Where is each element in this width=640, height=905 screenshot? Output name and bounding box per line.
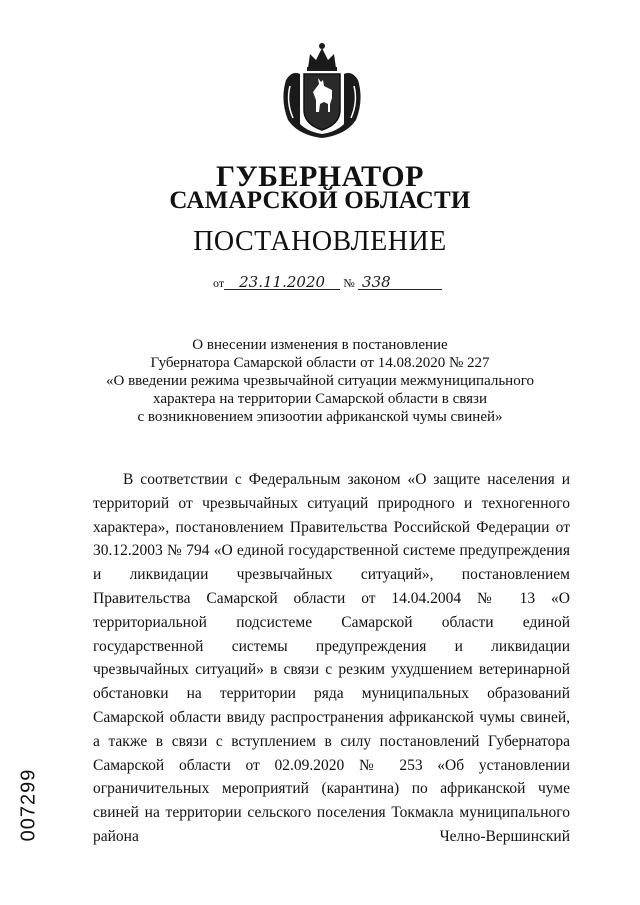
registration-stamp [2,770,56,840]
subject-line: О внесении изменения в постановление [192,337,448,353]
issuer-region: САМАРСКОЙ ОБЛАСТИ [169,187,471,214]
document-body [93,468,570,849]
subject-line: характера на территории Самарской области в связи [153,391,487,407]
document-subject [95,336,545,426]
document-number: 338 [358,275,442,290]
date-number-line [213,275,442,291]
registration-number: 007299 [17,768,40,842]
subject-line: «О введении режима чрезвычайной ситуации межмуниципального [106,373,534,389]
document-date: 23.11.2020 [224,275,340,290]
issuer-title: ГУБЕРНАТОР [216,160,424,193]
date-label: от [213,276,225,290]
coat-of-arms-icon [278,40,366,140]
number-label: № [343,276,355,290]
document-type: ПОСТАНОВЛЕНИЕ [193,226,447,257]
subject-line: с возникновением эпизоотии африканской чумы свиней» [137,409,503,425]
subject-line: Губернатора Самарской области от 14.08.2020 № 227 [150,355,490,371]
body-paragraph: В соответствии с Федеральным законом «О защите населения и территорий от чрезвычайных ситуаций природного и техногенного характера», постановлением Правительства Российской Федерации от 30.12.2003 № 794 «О единой государственной системе предупреждения и ликвидации чрезвычайных ситуаций», постановлением Правительства Самарской области от 14.04.2004 № 13 «О территориальной подсистеме Самарской области единой государственной системы предупреждения и ликвидации чрезвычайных ситуаций» в связи с резким ухудшением ветеринарной обстановки на территории ряда муниципальных образований Самарской области ввиду распространения африканской чумы свиней, а также в связи с вступлением в силу постановлений Губернатора Самарской области от 02.09.2020 № 253 «Об установлении ограничительных мероприятий (карантина) по африканской чуме свиней на территории сельского поселения Токмакла муниципального района Челно-Вершинский [93,471,570,845]
